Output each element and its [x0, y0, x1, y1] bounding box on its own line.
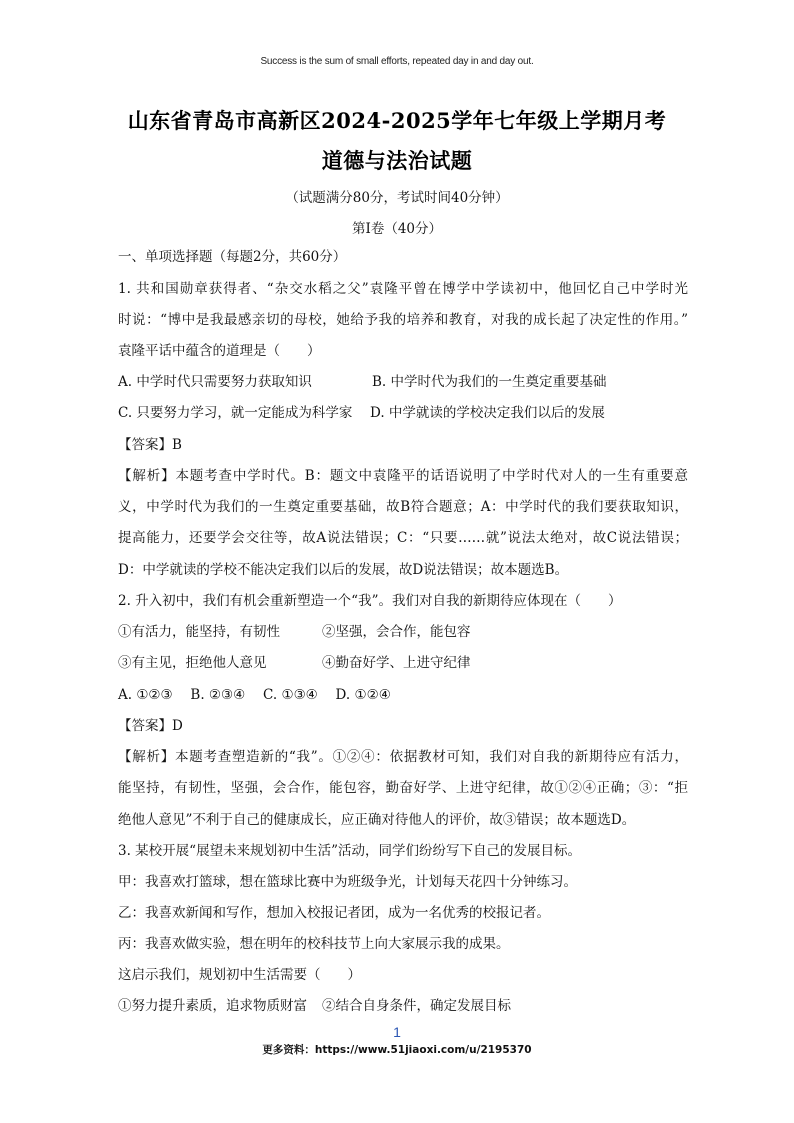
q1-option-d: D. 中学就读的学校决定我们以后的发展: [370, 405, 605, 421]
q2-analysis-line: 能坚持，有韧性，坚强，会合作，能包容，勤奋好学、上进守纪律，故①②④正确；③：“拒: [118, 780, 688, 796]
q2-analysis-line: 【解析】本题考查塑造新的“我”。①②④：依据教材可知，我们对自我的新期待应有活力，: [118, 749, 688, 765]
page-number: 1: [393, 1024, 401, 1040]
q2-analysis-line: 绝他人意见”不利于自己的健康成长，应正确对待他人的评价，故③错误；故本题选D。: [118, 812, 636, 828]
q2-items-row: [118, 654, 688, 672]
q3-item-1: ①努力提升素质，追求物质财富: [118, 998, 307, 1014]
section-heading: 一、单项选择题（每题2分，共60分）: [118, 249, 347, 265]
q1-option-b: B. 中学时代为我们的一生奠定重要基础: [372, 374, 607, 390]
q1-options-row: [118, 404, 688, 422]
q3-student-jia: 甲：我喜欢打篮球，想在篮球比赛中为班级争光，计划每天花四十分钟练习。: [118, 874, 577, 890]
q3-item-2: ②结合自身条件，确定发展目标: [322, 998, 511, 1014]
q1-analysis-line: 义，中学时代为我们的一生奠定重要基础，故B符合题意；A：中学时代的我们要获取知识，: [118, 499, 688, 515]
q1-options-row: [118, 373, 688, 391]
q3-items-row: [118, 997, 688, 1015]
q2-item-4: ④勤奋好学、上进守纪律: [322, 655, 471, 671]
exam-subject-title: 道德与法治试题: [321, 148, 473, 173]
q2-options: A. ①②③ B. ②③④ C. ①③④ D. ①②④: [118, 687, 391, 703]
q3-student-bing: 丙：我喜欢做实验，想在明年的校科技节上向大家展示我的成果。: [118, 936, 510, 952]
q1-option-a: A. 中学时代只需要努力获取知识: [118, 374, 312, 390]
q1-stem-line: 1. 共和国勋章获得者、“杂交水稻之父”袁隆平曾在博学中学读初中，他回忆自己中学时光: [118, 281, 688, 297]
q2-item-2: ②坚强，会合作，能包容: [322, 624, 471, 640]
q1-answer: 【答案】B: [118, 437, 182, 453]
q1-analysis-line: 提高能力，还要学会交往等，故A说法错误；C：“只要……就”说法太绝对，故C说法错误；: [118, 530, 688, 546]
q2-stem: 2. 升入初中，我们有机会重新塑造一个“我”。我们对自我的新期待应体现在（ ）: [118, 593, 622, 609]
q1-analysis-line: 【解析】本题考查中学时代。B：题文中袁隆平的话语说明了中学时代对人的一生有重要意: [118, 468, 688, 484]
q3-ask: 这启示我们，规划初中生活需要（ ）: [118, 967, 361, 983]
exam-title: 山东省青岛市高新区2024-2025学年七年级上学期月考: [127, 108, 667, 133]
q3-student-yi: 乙：我喜欢新闻和写作，想加入校报记者团，成为一名优秀的校报记者。: [118, 905, 550, 921]
page-header-motto: Success is the sum of small efforts, repeated day in and day out.: [260, 56, 534, 67]
q2-item-3: ③有主见，拒绝他人意见: [118, 655, 267, 671]
q1-option-c: C. 只要努力学习，就一定能成为科学家: [118, 405, 353, 421]
q2-answer: 【答案】D: [118, 718, 183, 734]
q1-analysis-line: D：中学就读的学校不能决定我们以后的发展，故D说法错误；故本题选B。: [118, 562, 569, 578]
q2-items-row: [118, 623, 688, 641]
volume-heading: 第Ⅰ卷（40分）: [351, 221, 442, 237]
footer-link[interactable]: 更多资料：https://www.51jiaoxi.com/u/2195370: [262, 1044, 532, 1056]
q1-stem-line: 时说：“博中是我最感亲切的母校，她给予我的培养和教育，对我的成长起了决定性的作用。”: [118, 312, 688, 328]
q3-stem: 3. 某校开展“展望未来规划初中生活”活动，同学们纷纷写下自己的发展目标。: [118, 843, 581, 859]
q1-stem-line: 袁隆平话中蕴含的道理是（ ）: [118, 343, 321, 359]
q2-item-1: ①有活力，能坚持，有韧性: [118, 624, 280, 640]
exam-info: （试题满分80分，考试时间40分钟）: [285, 190, 509, 206]
